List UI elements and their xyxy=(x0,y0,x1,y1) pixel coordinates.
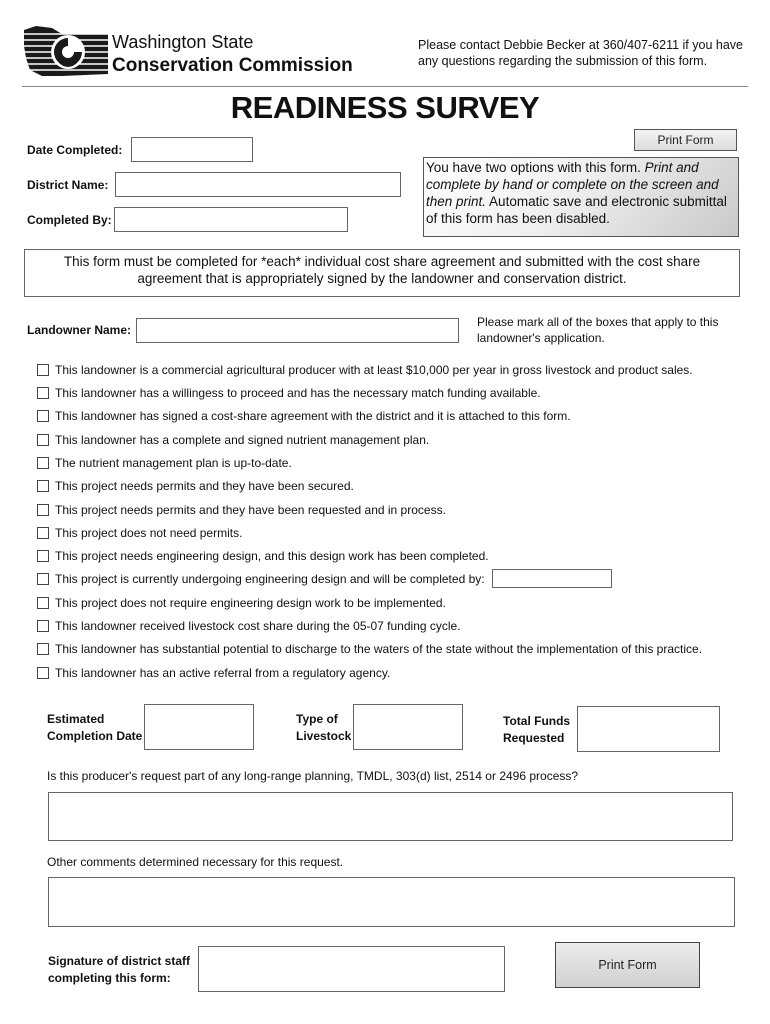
checklist-item[interactable] xyxy=(37,617,461,635)
landowner-name-field[interactable] xyxy=(136,318,459,343)
checklist-item[interactable] xyxy=(37,431,429,449)
livestock-type-label-line1: Type of xyxy=(296,712,338,726)
contact-info: Please contact Debbie Becker at 360/407-6211 if you have any questions regarding the submission of this form. xyxy=(418,38,743,68)
livestock-type-field[interactable] xyxy=(353,704,463,750)
checkbox[interactable] xyxy=(37,504,49,516)
checklist-item[interactable] xyxy=(37,570,485,588)
checklist-item-label: The nutrient management plan is up-to-date. xyxy=(55,456,292,470)
signature-label-line1: Signature of district staff xyxy=(48,954,191,968)
checkbox[interactable] xyxy=(37,643,49,655)
checklist-item-label: This landowner has an active referral from a regulatory agency. xyxy=(55,666,391,680)
checklist-item[interactable] xyxy=(37,664,390,682)
completed-by-label: Completed By: xyxy=(27,213,112,227)
livestock-type-label-line2: Livestock xyxy=(296,729,352,743)
options-note-text: You have two options with this form. xyxy=(426,160,645,175)
options-note-italic: Print and complete by hand or complete on the screen and then print. xyxy=(426,160,719,209)
checklist-item[interactable] xyxy=(37,407,571,425)
checklist-item-label: This project does not need permits. xyxy=(55,526,243,540)
estimated-completion-label xyxy=(47,712,142,743)
wscc-logo xyxy=(22,24,112,80)
checkbox[interactable] xyxy=(37,573,49,585)
estimated-completion-date-field[interactable] xyxy=(144,704,254,750)
checkbox[interactable] xyxy=(37,550,49,562)
total-funds-label-line2: Requested xyxy=(503,731,565,745)
estimated-completion-label-line2: Completion Date xyxy=(47,729,143,743)
checklist-item-label: This landowner has a willingess to proceed and has the necessary match funding available. xyxy=(55,386,541,400)
checkbox[interactable] xyxy=(37,457,49,469)
options-note-text-end: Automatic save and electronic submittal of this form has been disabled. xyxy=(426,194,727,226)
checkbox[interactable] xyxy=(37,480,49,492)
print-form-button-bottom[interactable]: Print Form xyxy=(555,942,700,988)
checklist-item-label: This landowner is a commercial agricultural producer with at least $10,000 per year in gross livestock and product sales. xyxy=(55,363,693,377)
completed-by-field[interactable] xyxy=(114,207,348,232)
checklist-item[interactable] xyxy=(37,384,541,402)
checklist-item[interactable] xyxy=(37,454,292,472)
total-funds-field[interactable] xyxy=(577,706,720,752)
checkbox[interactable] xyxy=(37,597,49,609)
checkbox[interactable] xyxy=(37,434,49,446)
checkbox[interactable] xyxy=(37,527,49,539)
checklist-item[interactable] xyxy=(37,547,489,565)
district-name-label: District Name: xyxy=(27,178,109,192)
comments-field[interactable] xyxy=(48,877,735,927)
org-name-line1: Washington State xyxy=(112,32,254,52)
checkbox[interactable] xyxy=(37,364,49,376)
checklist-item-label: This project does not require engineering design work to be implemented. xyxy=(55,596,446,610)
checklist-item-label: This project is currently undergoing engineering design and will be completed by: xyxy=(55,572,485,586)
comments-question: Other comments determined necessary for this request. xyxy=(47,855,344,869)
signature-label xyxy=(48,954,190,985)
checklist-item-label: This landowner has signed a cost-share agreement with the district and it is attached to this form. xyxy=(55,409,571,423)
livestock-type-label xyxy=(296,712,351,743)
checklist-item-label: This project needs permits and they have been secured. xyxy=(55,479,354,493)
checklist-item-label: This project needs permits and they have been requested and in process. xyxy=(55,503,446,517)
signature-label-line2: completing this form: xyxy=(48,971,171,985)
checkbox[interactable] xyxy=(37,410,49,422)
checklist-item-label: This landowner has substantial potential to discharge to the waters of the state without the implementation of this practice. xyxy=(55,642,703,656)
planning-question: Is this producer's request part of any long-range planning, TMDL, 303(d) list, 2514 or 2496 process? xyxy=(47,769,579,783)
checklist-item[interactable] xyxy=(37,477,354,495)
checklist-item-label: This landowner has a complete and signed nutrient management plan. xyxy=(55,433,430,447)
print-form-button-top[interactable]: Print Form xyxy=(634,129,737,151)
estimated-completion-label-line1: Estimated xyxy=(47,712,105,726)
total-funds-label xyxy=(503,714,570,745)
options-note xyxy=(423,157,739,237)
planning-answer-field[interactable] xyxy=(48,792,733,841)
landowner-name-label: Landowner Name: xyxy=(27,323,132,337)
mark-boxes-note: Please mark all of the boxes that apply to this landowner's application. xyxy=(477,315,719,345)
date-completed-label: Date Completed: xyxy=(27,143,123,157)
district-name-field[interactable] xyxy=(115,172,401,197)
checklist-item-label: This project needs engineering design, and this design work has been completed. xyxy=(55,549,489,563)
checklist-item[interactable] xyxy=(37,524,242,542)
checklist-item[interactable] xyxy=(37,361,693,379)
org-name-line2: Conservation Commission xyxy=(112,55,353,76)
header-divider xyxy=(22,86,748,87)
checklist-item[interactable] xyxy=(37,501,446,519)
date-completed-field[interactable] xyxy=(131,137,253,162)
checklist-item[interactable] xyxy=(37,640,702,658)
checklist-item[interactable] xyxy=(37,594,446,612)
engineering-completion-date-field[interactable] xyxy=(492,569,612,588)
submission-notice: This form must be completed for *each* individual cost share agreement and submitted with the cost share agreement that is appropriately signed by the landowner and conservation district. xyxy=(24,249,740,297)
checkbox[interactable] xyxy=(37,387,49,399)
checkbox[interactable] xyxy=(37,667,49,679)
total-funds-label-line1: Total Funds xyxy=(503,714,571,728)
form-title: READINESS SURVEY xyxy=(230,90,540,125)
signature-field[interactable] xyxy=(198,946,505,992)
checkbox[interactable] xyxy=(37,620,49,632)
checklist-item-label: This landowner received livestock cost share during the 05-07 funding cycle. xyxy=(55,619,461,633)
